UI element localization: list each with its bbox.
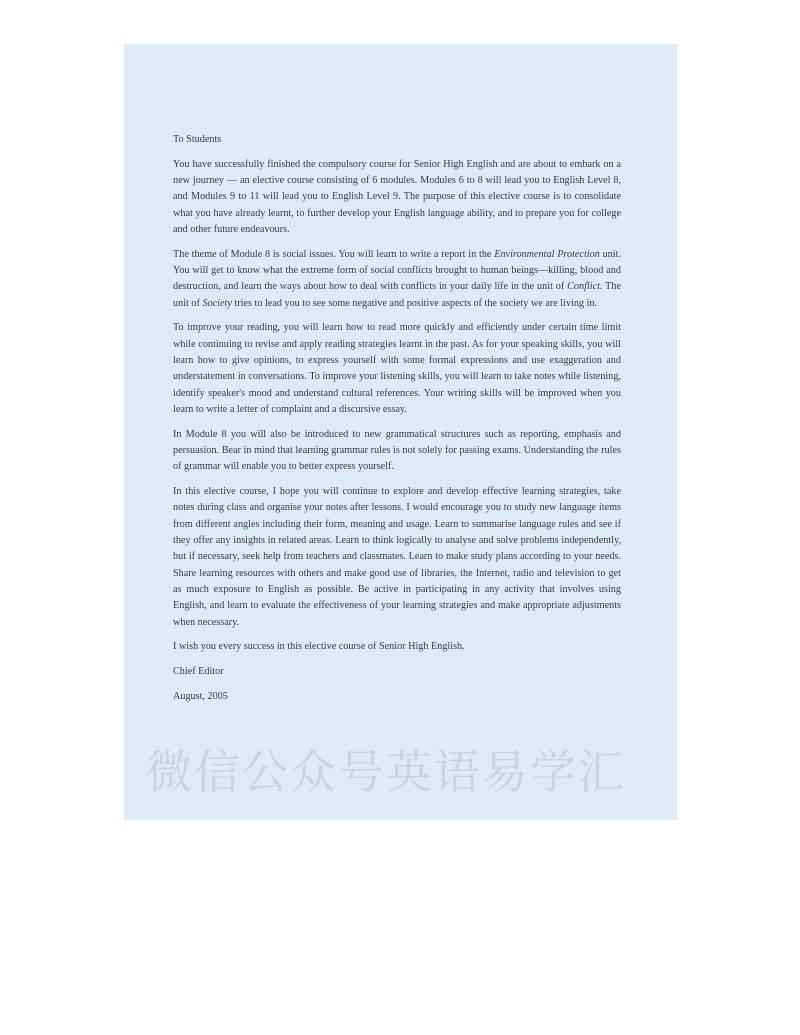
paragraph-2 xyxy=(173,247,621,312)
signature: Chief Editor xyxy=(173,666,224,678)
paragraph-3: To improve your reading, you will learn how to read more quickly and efficiently under certain time limit while continuing to revise and apply reading strategies learnt in the past. As for your speaking skills, you will learn how to give opinions, to express yourself with some formal expressions and use exaggeration and understatement in conversations. To improve your listening skills, you will learn to take notes while listening, identify speaker's mood and understand cultural references. Your writing skills will be improved when you learn to write a letter of complaint and a discursive essay. xyxy=(173,322,621,415)
paragraph-4: In Module 8 you will also be introduced to new grammatical structures such as reporting, emphasis and persuasion. Bear in mind that learning grammar rules is not solely for passing exams. Understanding the rules of grammar will enable you to better express yourself. xyxy=(173,428,621,473)
paragraph-5: In this elective course, I hope you will continue to explore and develop effective learning strategies, take notes during class and organise your notes after lessons. I would encourage you to study new language items from different angles including their form, meaning and usage. Learn to summarise language rules and see if they offer any insights in related areas. Learn to think logically to analyse and solve problems independently, but if necessary, seek help from teachers and classmates. Learn to make study plans according to your needs. Share learning resources with others and make good use of libraries, the Internet, radio and television to get as much exposure to English as possible. Be active in participating in any activity that involves using English, and learn to evaluate the effectiveness of your learning strategies and make appropriate adjustments when necessary. xyxy=(173,486,621,628)
watermark: 微信公众号英语易学汇 xyxy=(146,745,626,799)
paragraph-2-text-e: . The unit of xyxy=(173,281,621,309)
closing-line: I wish you every success in this elective course of Senior High English. xyxy=(173,641,465,653)
unit-title-conflict: Conflict xyxy=(567,281,600,293)
unit-title-environmental-protection: Environmental Protection xyxy=(494,248,600,260)
document-page xyxy=(124,44,677,820)
greeting: To Students xyxy=(173,134,222,145)
paragraph-2-text-c: unit. You will get to know what the extreme form of social conflicts brought to human beings—killing, blood and destruction, and learn the ways about how to deal with conflicts in your daily life in the unit of xyxy=(173,248,622,293)
letter-body xyxy=(173,132,621,714)
unit-title-society: Society xyxy=(202,297,232,309)
date: August, 2005 xyxy=(173,690,228,702)
paragraph-1: You have successfully finished the compulsory course for Senior High English and are about to embark on a new journey — an elective course consisting of 6 modules. Modules 6 to 8 will lead you to English Level 8, and Modules 9 to 11 will lead you to English Level 9. The purpose of this elective course is to consolidate what you have already learnt, to further develop your English language ability, and to prepare you for college and other future endeavours. xyxy=(173,158,621,235)
paragraph-2-text-g: tries to lead you to see some negative and positive aspects of the society we are living in. xyxy=(231,297,598,309)
paragraph-2-text-a: The theme of Module 8 is social issues. You will learn to write a report in the xyxy=(173,248,495,260)
